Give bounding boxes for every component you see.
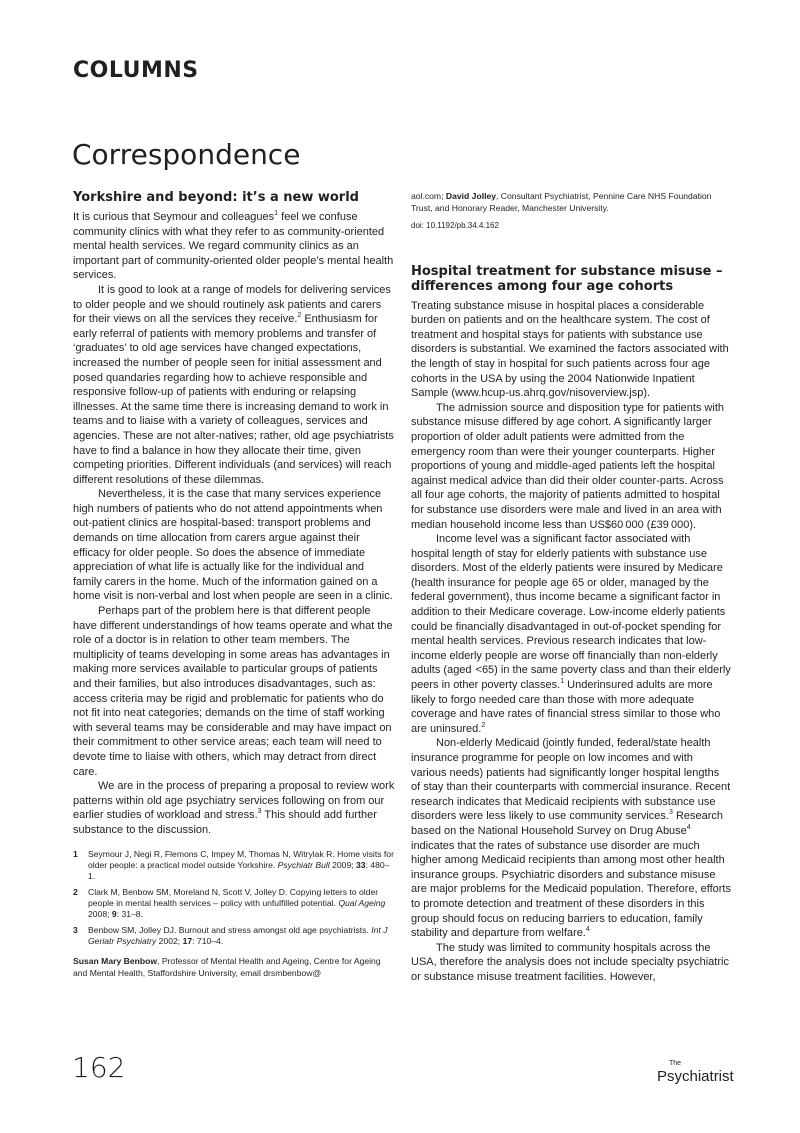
text-run: It is good to look at a range of models for delivering services to older people and we should routinely ask patients and carers for their views on all the services they receive. (73, 283, 391, 326)
bold-text: 9 (111, 908, 117, 919)
letter-body (73, 210, 395, 838)
page-number: 162 (72, 1051, 126, 1084)
italic-text: Int J Geriatr Psychiatry (88, 924, 388, 946)
text-run: 2008; (88, 908, 112, 919)
text-run: Seymour J, Negi R, Flemons C, Impey M, Thomas N, Witrylak R. Home visits for older people: a practical model outside Yorkshire. (88, 848, 394, 870)
citation-superscript: 1 (274, 210, 279, 217)
paragraph (73, 604, 395, 779)
text-run: This should add further substance to the discussion. (73, 809, 377, 836)
text-run: 2009; (329, 859, 356, 870)
text-run: : 31–8. (116, 908, 143, 919)
citation-superscript: 2 (297, 312, 302, 320)
author-info-continued (411, 190, 731, 214)
text-run: feel we confuse community clinics with what they refer to as community-oriented mental health services. We regard community clinics as an important part of community-oriented older people’s mental health services. (73, 211, 394, 282)
paragraph (411, 532, 731, 736)
text-run: The study was limited to community hospitals across the USA, therefore the analysis does not include specialty psychiatric or substance misuse treatment facilities. However, (411, 941, 729, 983)
text-run: indicates that the rates of substance use disorder are much higher among Medicaid recipients than among most other health insurance groups. Psychiatric disorders and substance misuse are major problems for the Medicaid population. Therefore, efforts to promote detection and treatment of these disorders in this group should focus on reducing barriers to education, family stability and departure from welfare. (411, 839, 731, 940)
text-run: Underinsured adults are more likely to forgo needed care than those with more adequate coverage and have rates of financial stress similar to those who are uninsured. (411, 679, 721, 735)
text-run: , Consultant Psychiatrist, Pennine Care NHS Foundation Trust, and Honorary Reader, Manchester University. (411, 191, 712, 213)
text-run: Income level was a significant factor associated with hospital length of stay for elderly patients with substance use disorders. Most of the elderly patients were insured by Medicare (health insurance for people age 65 or older, managed by the federal government), thus income became a significant factor in addition to their Medicare coverage. Low-income elderly patients could be financially disadvantaged in out-of-pocket spending for mental health services. Previous research indicates that low-income elderly people are worse off financially than non-elderly adults (aged <65) in the same poverty class and than their elderly peers in other poverty classes. (411, 533, 731, 692)
left-column (73, 190, 395, 979)
paragraph (411, 299, 731, 401)
reference-number: 3 (73, 924, 78, 935)
text-run: Clark M, Benbow SM, Moreland N, Scott V, Jolley D. Copying letters to older people in mental health services – policy with unfulfilled potential. (88, 886, 379, 908)
reference-text (88, 849, 395, 882)
letter-title: Yorkshire and beyond: it’s a new world (73, 190, 359, 205)
text-run: 2002; (156, 935, 183, 946)
paragraph (73, 487, 395, 604)
reference-text (88, 925, 395, 947)
bold-text: 17 (182, 935, 193, 946)
logo-the: The (669, 1060, 682, 1067)
italic-text: Psychiatr Bull (277, 859, 330, 870)
text-run: It is curious that Seymour and colleagues (73, 211, 275, 223)
text-run: , Professor of Mental Health and Ageing, Centre for Ageing and Mental Health, Staffordshire University, email drsmbenbow@ (73, 955, 381, 978)
paragraph (411, 941, 731, 985)
text-run: Perhaps part of the problem here is that different people have different understandings of how teams operate and what the role of a doctor is in relation to other team members. The multiplicity of teams developing in some areas has advantages in making more services available to particular groups of patients and their families, but also introduces disadvantages, such as: access criteria may be rigid and problematic for patients who do not fit into neat categories; demands on the time of staff working with several teams may be considerable and may have impact on their commitment to other service areas; each team will need to devote time to liaise with others, which may detract from direct care. (73, 605, 393, 778)
doi[interactable]: doi: 10.1192/pb.34.4.162 (411, 221, 499, 230)
paragraph (411, 401, 731, 532)
citation-superscript: 2 (481, 721, 486, 729)
text-run: Non-elderly Medicaid (jointly funded, federal/state health insurance programme for people on low incomes and with various needs) patients had significantly longer hospital lengths of stay than their counterparts with commercial insurance. Recent research indicates that Medicaid recipients with substance use disorders were less likely to use community services. (411, 737, 731, 823)
bold-text: Susan Mary Benbow (73, 955, 158, 966)
reference-item (73, 887, 395, 920)
text-run: Nevertheless, it is the case that many services experience high numbers of patients who do not attend appointments when out-patient clinics are hospital-based: transport problems and demands on time allocation from carers argue against their efficacy for older people. So does the absence of immediate appreciation of what life is actually like for the individual and family carers in the home. Much of the information gained on a home visit is non-verbal and lost when people are seen in a clinic. (73, 488, 393, 603)
text-run: Enthusiasm for early referral of patients with memory problems and transfer of ‘graduates’ to old age services have changed expectations, increased the number of people seen for initial assessment and posed quandaries regarding how to achieve responsible and responsive follow-up of patients with enduring or relapsing illnesses. At the same time there is increasing demand to work in teams and to liaise with a variety of colleagues, services and agencies. These are not alter-natives; rather, old age psychiatrists have to find a balance in how they allocate their time, given competing priorities. Different individuals (and services) will reach different resolutions of these dilemmas. (73, 313, 394, 486)
citation-superscript: 1 (560, 678, 565, 686)
text-run: Research based on the National Household Survey on Drug Abuse (411, 810, 724, 837)
journal-logo (657, 1060, 734, 1085)
text-run: : 480–1. (88, 859, 390, 881)
bold-text: 33 (356, 859, 366, 870)
text-run: aol.com; (411, 191, 446, 201)
letter-body (411, 299, 731, 985)
italic-text: Qual Ageing (338, 897, 386, 908)
reference-number: 1 (73, 848, 78, 859)
citation-superscript: 3 (668, 809, 673, 817)
citation-superscript: 4 (585, 926, 590, 934)
text-run: The admission source and disposition type for patients with substance misuse differed by age cohort. A significantly larger proportion of older adult patients were admitted from the emergency room than were their younger counterparts. Higher proportions of young and middle-aged patients left the hospital against medical advice than did their older counter-parts. Across all four age cohorts, the majority of patients admitted to hospital for substance use disorders were male and lived in an area with median household income less than US$60 000 (£39 000). (411, 401, 724, 531)
text-run: Treating substance misuse in hospital places a considerable burden on patients and on the healthcare system. The cost of treatment and hospital stays for patients with substance use disorders is substantial. We examined the factors associated with the length of stay in hospital for such patients across four age cohorts in the USA by using the 2004 Nationwide Inpatient Sample (www.hcup-us.ahrq.gov/nisoverview.jsp). (411, 299, 729, 400)
paragraph (73, 283, 395, 487)
reference-text (88, 887, 395, 920)
citation-superscript: 4 (686, 823, 691, 831)
reference-item (73, 849, 395, 882)
author-info (73, 955, 395, 979)
paragraph (73, 210, 395, 283)
reference-list (73, 849, 395, 947)
letter-title: Hospital treatment for substance misuse – differences among four age cohorts (411, 263, 723, 294)
section-label: COLUMNS (73, 58, 199, 83)
right-column (411, 190, 731, 985)
paragraph (411, 736, 731, 940)
paragraph (73, 779, 395, 837)
citation-superscript: 3 (257, 808, 262, 816)
reference-item (73, 925, 395, 947)
bold-text: David Jolley (445, 191, 497, 201)
text-run: : 710–4. (192, 935, 224, 946)
reference-number: 2 (73, 886, 78, 897)
text-run: Benbow SM, Jolley DJ. Burnout and stress amongst old age psychiatrists. (88, 924, 372, 935)
logo-name: Psychiatrist (657, 1068, 734, 1085)
text-run: We are in the process of preparing a proposal to review work patterns within old age psychiatry services following on from our earlier studies of workload and stress. (73, 780, 395, 822)
page-heading: Correspondence (72, 138, 301, 171)
